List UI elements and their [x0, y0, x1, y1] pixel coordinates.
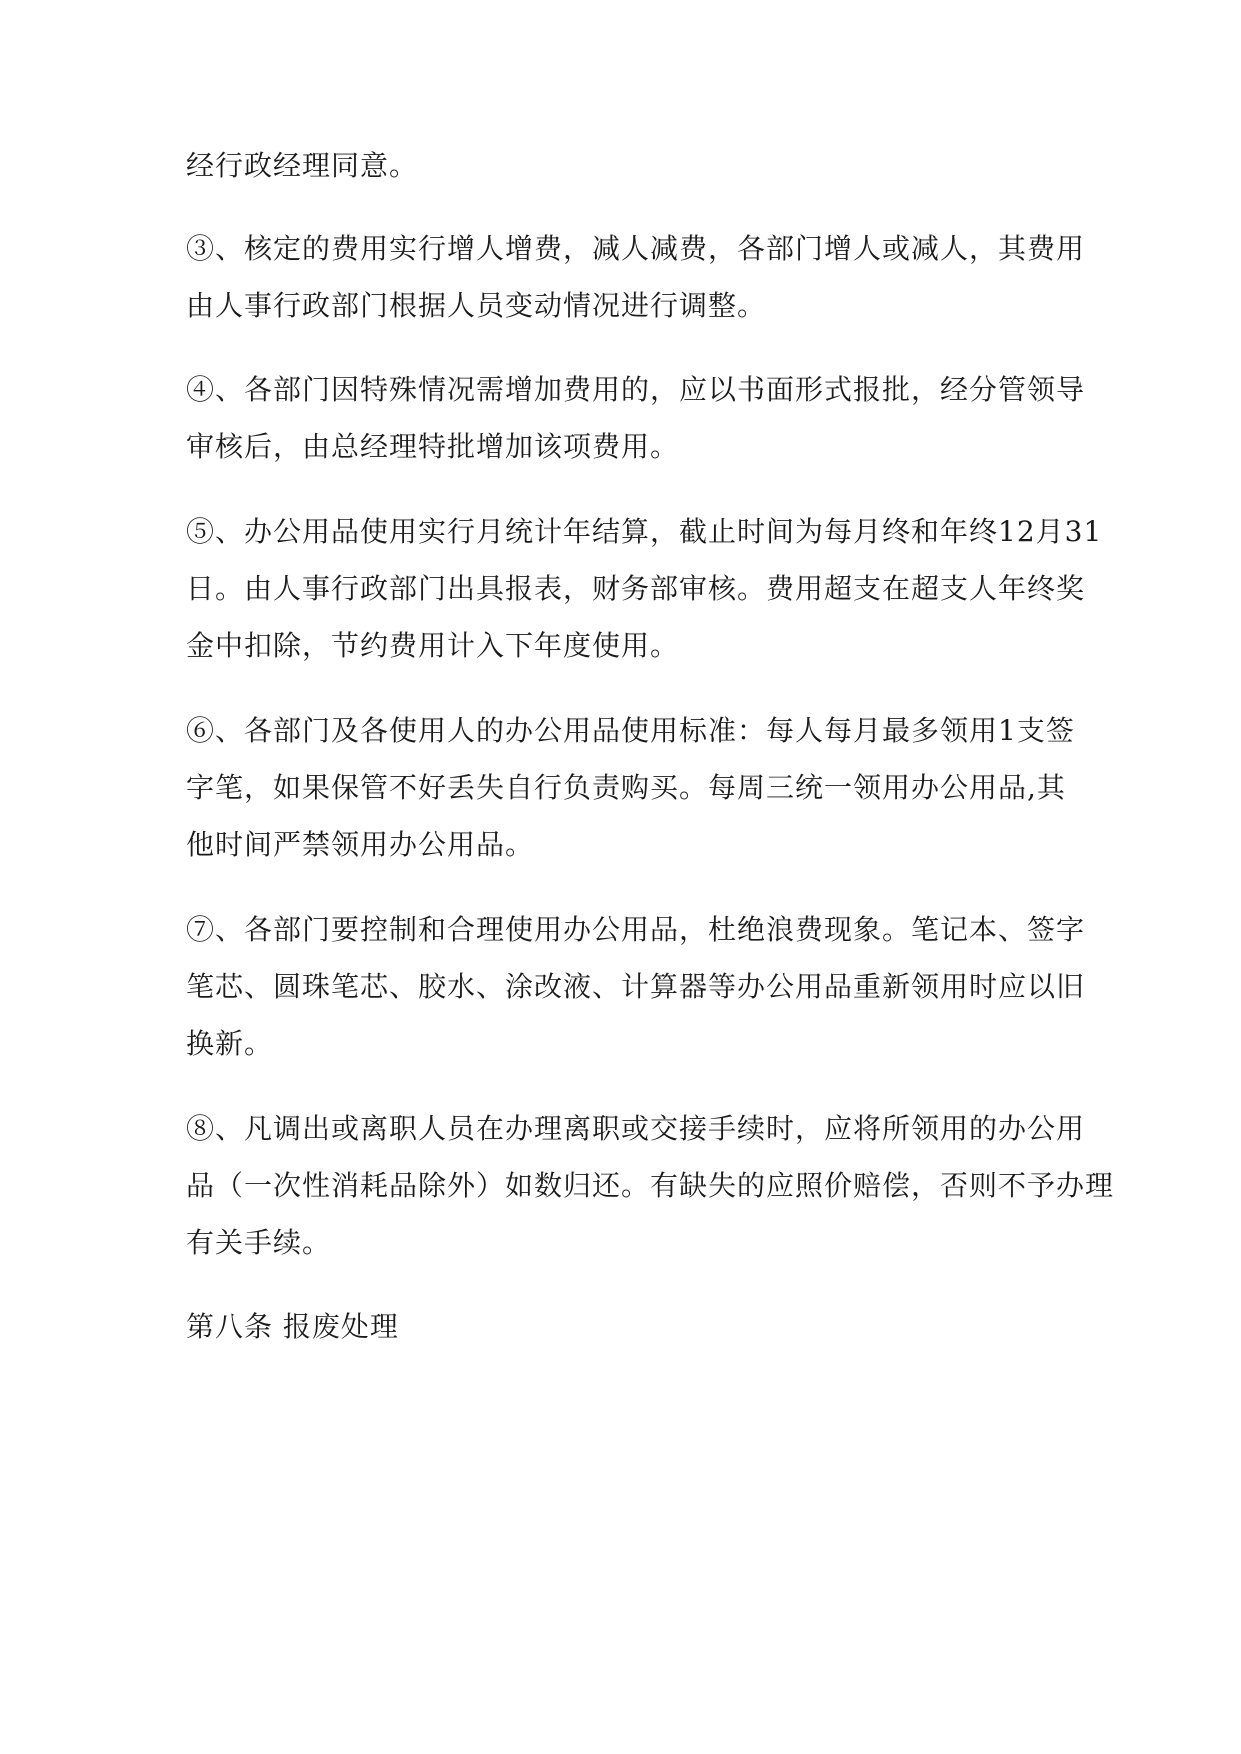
- text-line: 笔芯、圆珠笔芯、胶水、涂改液、计算器等办公用品重新领用时应以旧: [186, 970, 1086, 1003]
- text-line: ⑤、办公用品使用实行月统计年结算，截止时间为每月终和年终12月31: [186, 515, 1103, 548]
- text-line: 经行政经理同意。: [186, 149, 419, 182]
- text-line: 金中扣除，节约费用计入下年度使用。: [186, 629, 680, 662]
- text-line: 他时间严禁领用办公用品。: [186, 828, 535, 861]
- text-line: 字笔，如果保管不好丢失自行负责购买。每周三统一领用办公用品,其: [186, 771, 1066, 804]
- text-line: 审核后，由总经理特批增加该项费用。: [186, 430, 680, 463]
- text-line: 有关手续。: [186, 1226, 332, 1259]
- section-heading: 第八条 报废处理: [186, 1310, 399, 1343]
- text-line: ⑧、凡调出或离职人员在办理离职或交接手续时，应将所领用的办公用: [186, 1112, 1086, 1145]
- text-line: ④、各部门因特殊情况需增加费用的，应以书面形式报批，经分管领导: [186, 373, 1086, 406]
- text-line: ③、核定的费用实行增人增费，减人减费，各部门增人或减人，其费用: [186, 232, 1086, 265]
- text-line: ⑥、各部门及各使用人的办公用品使用标准：每人每月最多领用1支签: [186, 714, 1075, 747]
- text-line: ⑦、各部门要控制和合理使用办公用品，杜绝浪费现象。笔记本、签字: [186, 913, 1086, 946]
- text-line: 换新。: [186, 1027, 274, 1060]
- text-line: 由人事行政部门根据人员变动情况进行调整。: [186, 289, 767, 322]
- text-line: 品（一次性消耗品除外）如数归还。有缺失的应照价赔偿，否则不予办理: [186, 1169, 1115, 1202]
- text-line: 日。由人事行政部门出具报表，财务部审核。费用超支在超支人年终奖: [186, 572, 1086, 605]
